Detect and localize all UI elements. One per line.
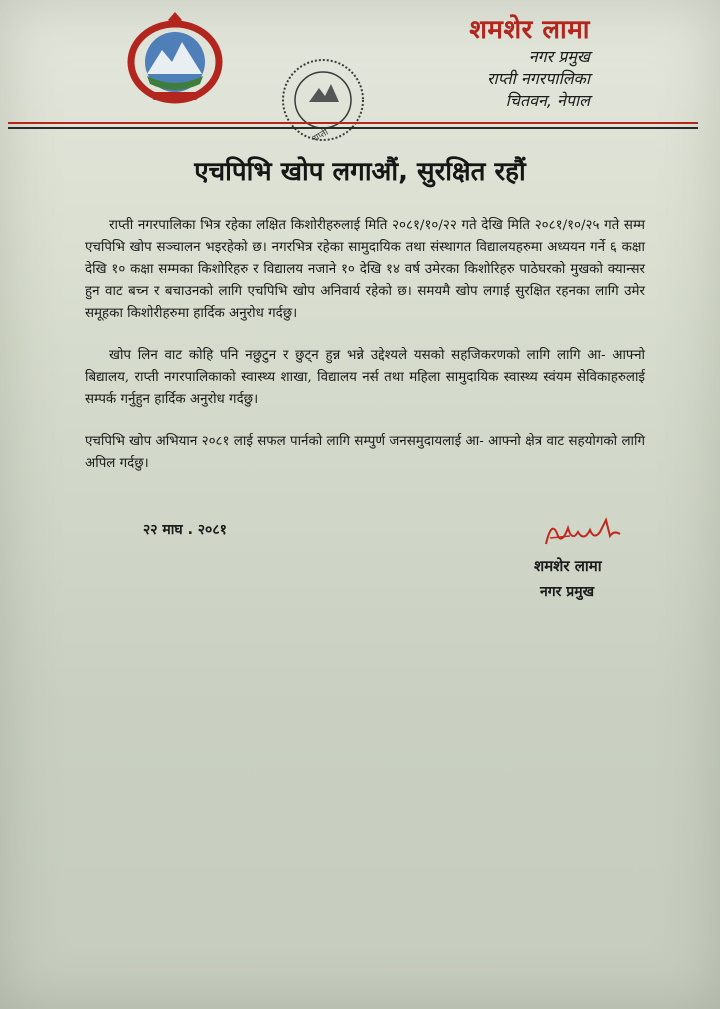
svg-text:राप्ती: राप्ती — [311, 127, 331, 145]
office-stamp — [275, 52, 371, 148]
letterhead-office: राप्ती नगरपालिका — [486, 69, 590, 88]
signatory-title: नगर प्रमुख — [540, 584, 595, 600]
body-paragraph-3: एचपिभि खोप अभियान २०८१ लाई सफल पार्नको लागि सम्पुर्ण जनसमुदायलाई आ- आफ्नो क्षेत्र वाट सहयोगको लागि अपिल गर्दछु। — [85, 434, 645, 471]
letterhead-designation: नगर प्रमुख — [528, 47, 590, 66]
notice-title: एचपिभि खोप लगाऔं, सुरक्षित रहौं — [194, 157, 526, 187]
signatory-name: शमशेर लामा — [534, 557, 602, 575]
nepal-emblem-icon — [122, 12, 228, 108]
handwritten-signature — [540, 514, 624, 554]
letterhead-name: शमशेर लामा — [469, 15, 590, 45]
notice-body — [85, 215, 645, 495]
notice-date: २२ माघ . २०८१ — [143, 522, 227, 538]
letterhead — [469, 10, 590, 112]
body-paragraph-1: राप्ती नगरपालिका भित्र रहेका लक्षित किशोरीहरुलाई मिति २०८१/१०/२२ गते देखि मिति २०८१/१०/२५ गते सम्म एचपिभि खोप सञ्चालन भइरहेको छ। नगरभित्र रहेका सामुदायिक तथा संस्थागत विद्यालयहरुमा अध्ययन गर्ने ६ कक्षा देखि १० कक्षा सम्मका किशोरिहरु र विद्यालय नजाने १० देखि १४ वर्ष उमेरका किशोरिहरु पाठेघरको मुखको क्यान्सर हुन वाट बच्न र बचाउनको लागि एचपिभि खोप अनिवार्य रहेको छ। समयमै खोप लगाई सुरक्षित रहनका लागि उमेर समूहका किशोरीहरुमा हार्दिक अनुरोध गर्दछु। — [85, 218, 645, 321]
header-divider-red — [8, 122, 698, 124]
letterhead-address: चितवन, नेपाल — [505, 91, 590, 110]
body-paragraph-2: खोप लिन वाट कोहि पनि नछुटुन र छुट्न हुन्न भन्ने उद्देश्यले यसको सहजिकरणको लागि लागि आ- आफ्नो बिद्यालय, राप्ती नगरपालिकाको स्वास्थ्य शाखा, विद्यालय नर्स तथा महिला सामुदायिक स्वास्थ्य स्वंयम सेविकाहरुलाई सम्पर्क गर्नुहुन हार्दिक अनुरोध गर्दछु। — [85, 348, 645, 407]
header-divider-black — [8, 127, 698, 129]
